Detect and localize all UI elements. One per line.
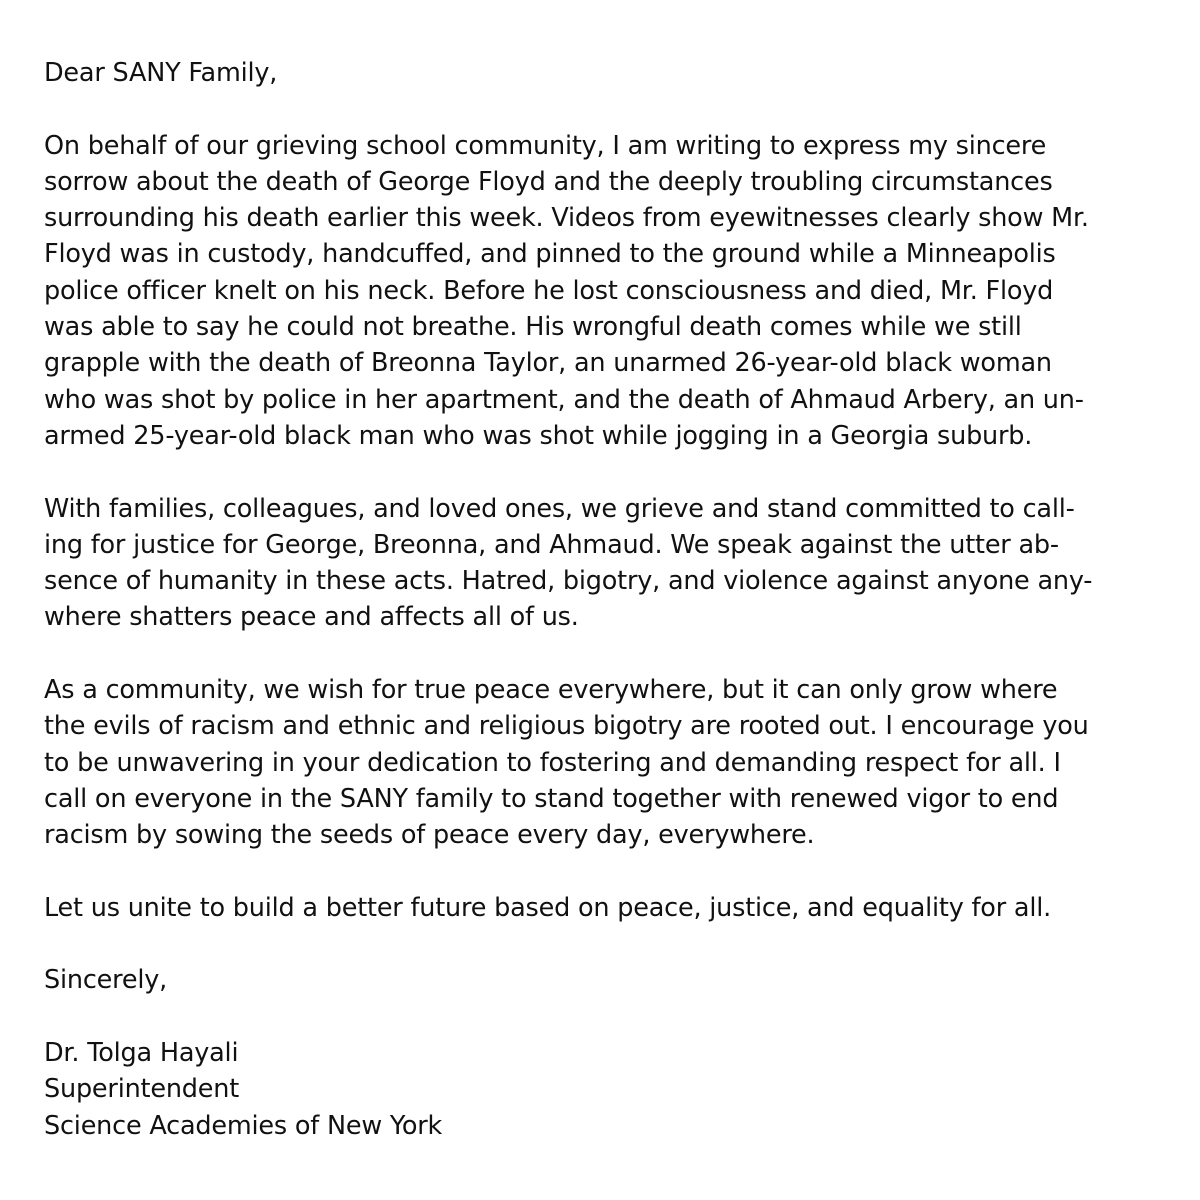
paragraph-line: On behalf of our grieving school community, I am writing to express my sincere <box>44 130 1047 161</box>
paragraph-2 <box>44 491 1164 636</box>
letter <box>44 55 1164 1144</box>
paragraph-line: With families, colleagues, and loved ones, we grieve and stand committed to call- <box>44 493 1075 524</box>
paragraph-line: racism by sowing the seeds of peace every day, everywhere. <box>44 820 815 851</box>
paragraph-4 <box>44 890 1164 926</box>
paragraph-line: ing for justice for George, Breonna, and Ahmaud. We speak against the utter ab- <box>44 529 1059 560</box>
paragraph-line: As a community, we wish for true peace everywhere, but it can only grow where <box>44 675 1058 706</box>
paragraph-line: call on everyone in the SANY family to stand together with renewed vigor to end <box>44 783 1059 814</box>
salutation-line: Dear SANY Family, <box>44 58 278 88</box>
paragraph-line: Floyd was in custody, handcuffed, and pinned to the ground while a Minneapolis <box>44 239 1056 270</box>
paragraph-line: was able to say he could not breathe. His wrongful death comes while we still <box>44 312 1022 343</box>
signature-title: Superintendent <box>44 1074 240 1105</box>
closing <box>44 962 1164 998</box>
paragraph-line: who was shot by police in her apartment, and the death of Ahmaud Arbery, an un- <box>44 384 1084 415</box>
paragraph-line: grapple with the death of Breonna Taylor, an unarmed 26-year-old black woman <box>44 348 1052 379</box>
paragraph-1 <box>44 128 1164 455</box>
paragraph-line: where shatters peace and affects all of us. <box>44 602 579 633</box>
salutation <box>44 55 1164 91</box>
paragraph-line: surrounding his death earlier this week. Videos from eyewitnesses clearly show Mr. <box>44 203 1089 234</box>
paragraph-line: police officer knelt on his neck. Before he lost consciousness and died, Mr. Floyd <box>44 275 1054 306</box>
paragraph-line: armed 25-year-old black man who was shot while jogging in a Georgia suburb. <box>44 420 1033 451</box>
paragraph-line: the evils of racism and ethnic and religious bigotry are rooted out. I encourage you <box>44 711 1089 742</box>
signature-organization: Science Academies of New York <box>44 1110 443 1141</box>
paragraph-3 <box>44 672 1164 853</box>
paragraph-line: sorrow about the death of George Floyd and the deeply troubling circumstances <box>44 166 1053 197</box>
signature-name: Dr. Tolga Hayali <box>44 1038 239 1069</box>
paragraph-line: to be unwavering in your dedication to fostering and demanding respect for all. I <box>44 747 1061 778</box>
paragraph-line: Let us unite to build a better future based on peace, justice, and equality for all. <box>44 892 1051 923</box>
signature-block <box>44 1035 1164 1144</box>
paragraph-line: sence of humanity in these acts. Hatred, bigotry, and violence against anyone any- <box>44 566 1093 597</box>
closing-line: Sincerely, <box>44 965 168 996</box>
